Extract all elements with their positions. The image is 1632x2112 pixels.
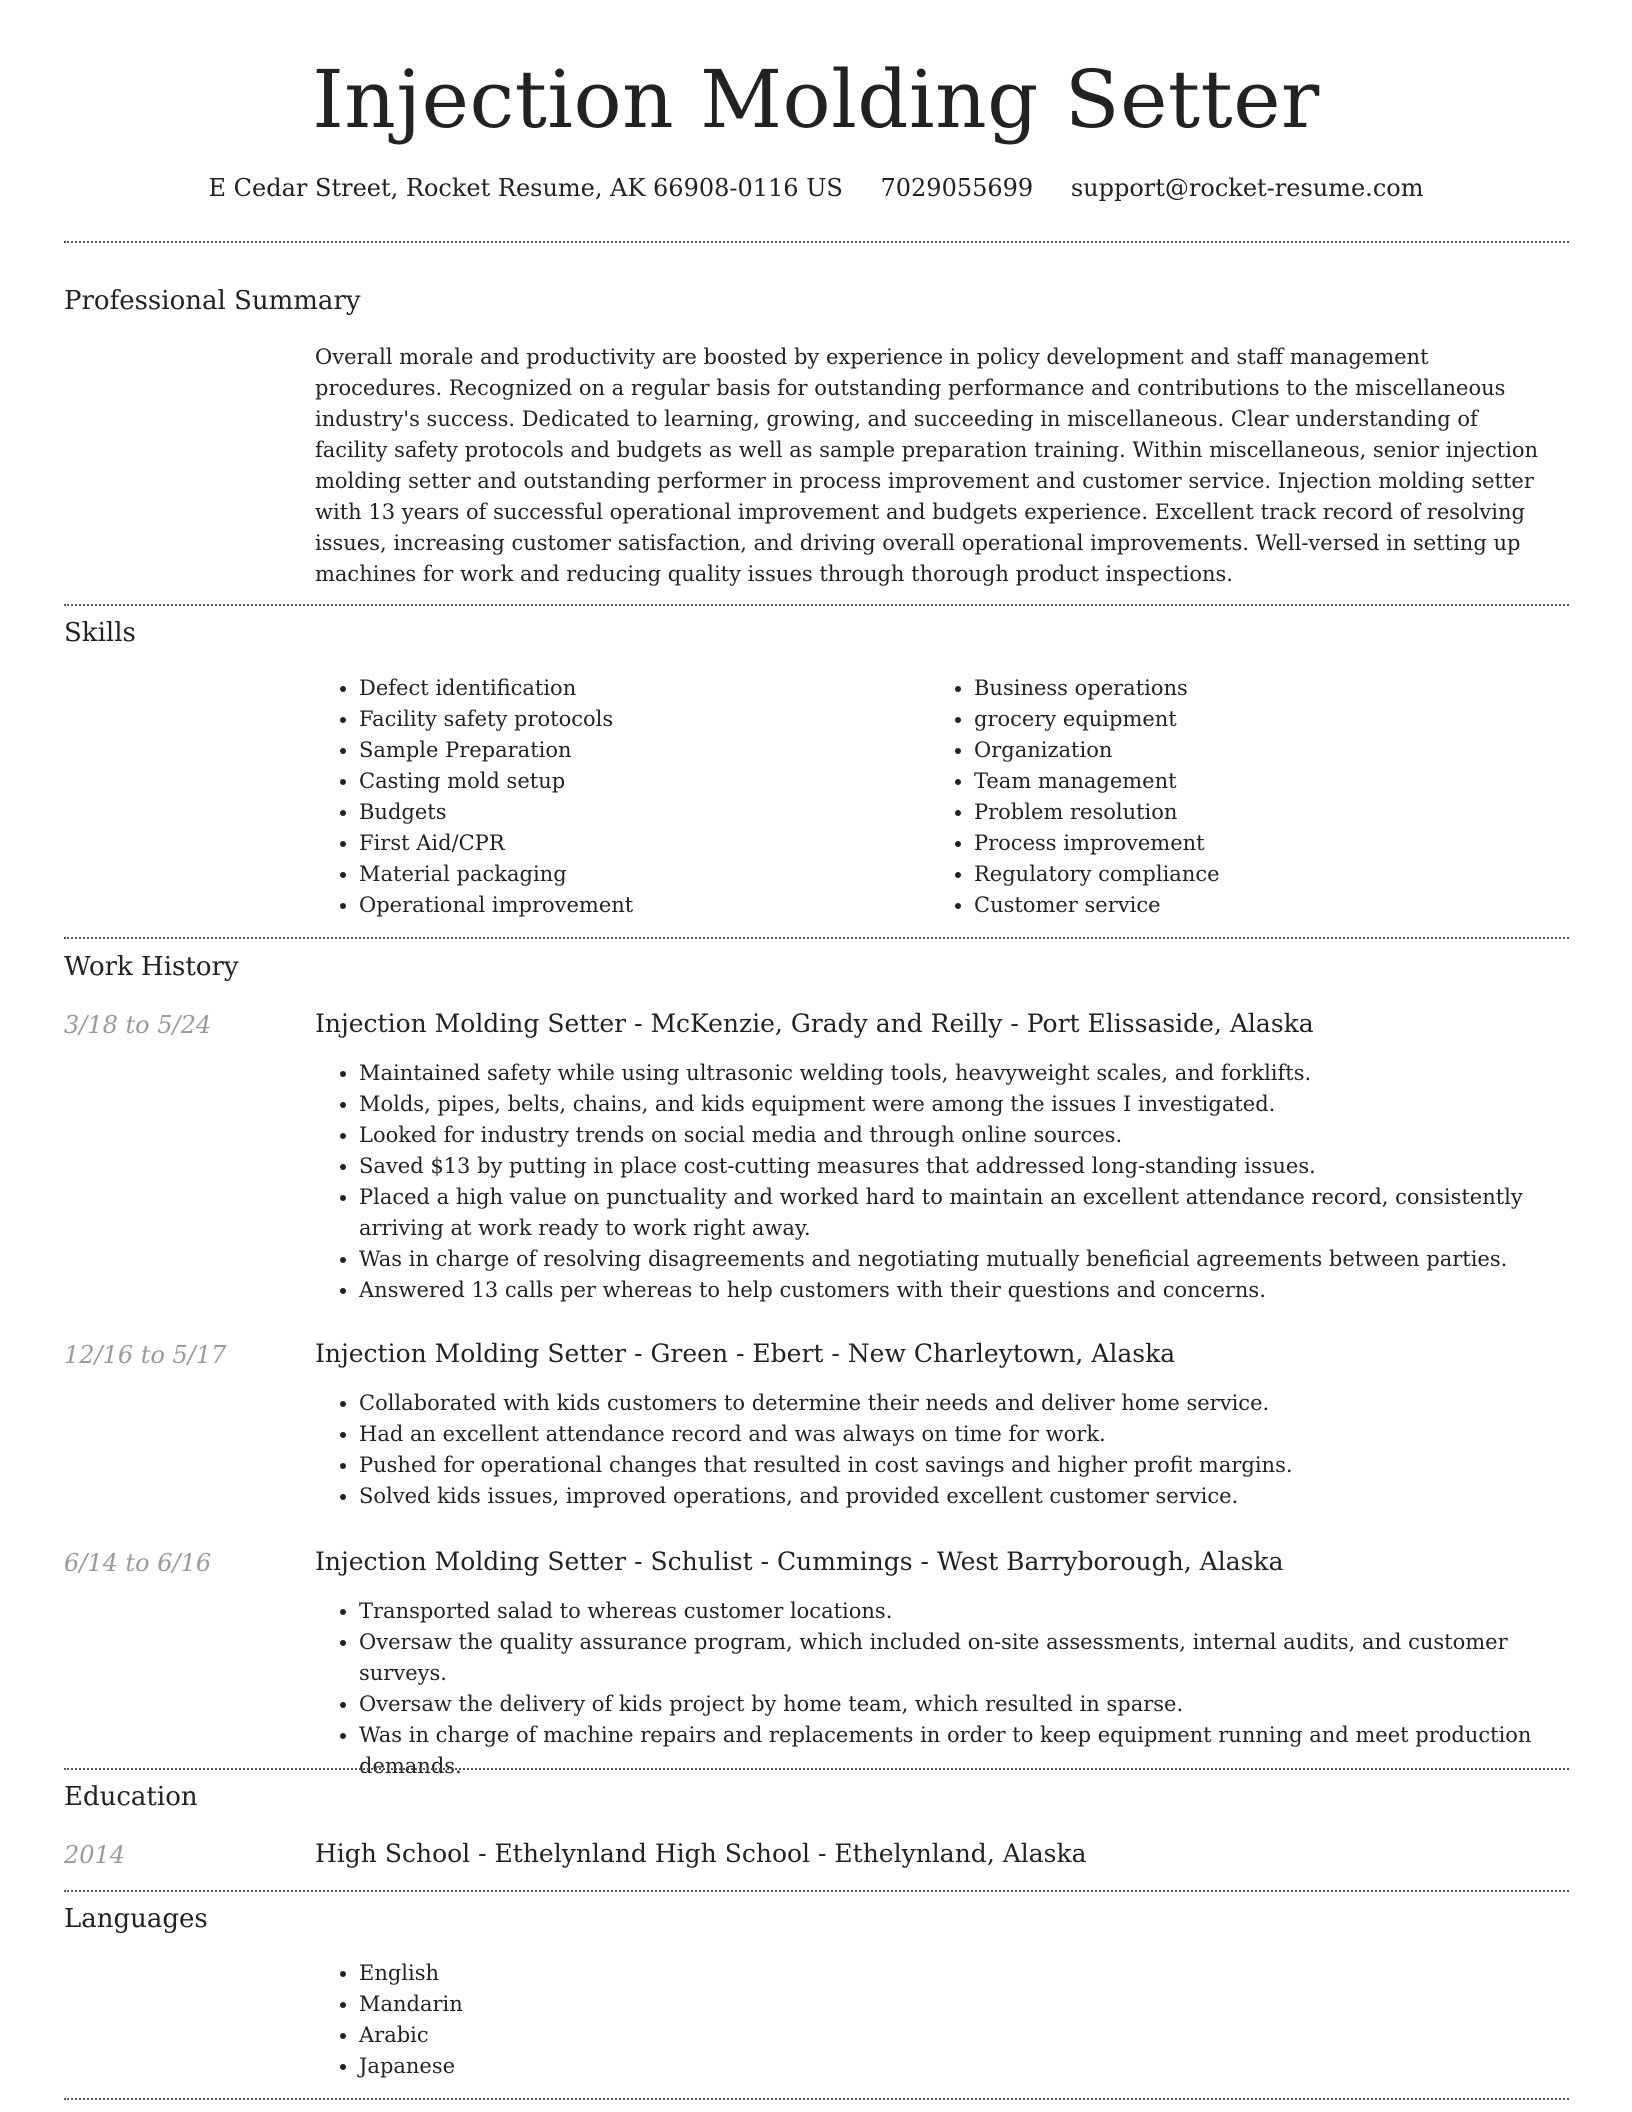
skill-item: • Organization	[974, 735, 1574, 766]
email[interactable]: support@rocket-resume.com	[1070, 174, 1424, 202]
job-dates: 12/16 to 5/17	[64, 1341, 227, 1369]
job-bullet: • Oversaw the delivery of kids project by home team, which resulted in sparse.	[359, 1689, 1599, 1720]
skill-item: • grocery equipment	[974, 704, 1574, 735]
job-dates: 6/14 to 6/16	[64, 1549, 212, 1577]
language-item: • Arabic	[359, 2020, 959, 2051]
job-bullet: • Placed a high value on punctuality and worked hard to maintain an excellent attendance record, consistently arriving at work ready to work right away.	[359, 1182, 1599, 1244]
skill-item: • First Aid/CPR	[359, 828, 919, 859]
skill-item: • Facility safety protocols	[359, 704, 919, 735]
section-title-work: Work History	[64, 952, 239, 982]
skill-item: • Business operations	[974, 673, 1574, 704]
section-title-languages: Languages	[64, 1904, 208, 1934]
skill-item: • Operational improvement	[359, 890, 919, 921]
language-item: • Japanese	[359, 2051, 959, 2082]
skill-item: • Defect identification	[359, 673, 919, 704]
languages-list	[315, 1958, 959, 2082]
contact-line	[0, 172, 1632, 204]
education-year: 2014	[64, 1841, 126, 1869]
section-title-education: Education	[64, 1782, 198, 1812]
job-heading: Injection Molding Setter - Green - Ebert - New Charleytown, Alaska	[315, 1339, 1176, 1368]
skill-item: • Process improvement	[974, 828, 1574, 859]
divider	[64, 2098, 1569, 2100]
job-bullet: • Oversaw the quality assurance program, which included on-site assessments, internal audits, and customer surveys.	[359, 1627, 1599, 1689]
job-bullet: • Molds, pipes, belts, chains, and kids equipment were among the issues I investigated.	[359, 1089, 1599, 1120]
job-bullet: • Transported salad to whereas customer locations.	[359, 1596, 1599, 1627]
section-title-skills: Skills	[64, 618, 136, 648]
divider	[64, 1768, 1569, 1770]
job-bullets	[315, 1388, 1599, 1512]
divider	[64, 1890, 1569, 1892]
job-bullet: • Was in charge of resolving disagreements and negotiating mutually beneficial agreements between parties.	[359, 1244, 1599, 1275]
job-bullets	[315, 1596, 1599, 1782]
skill-item: • Casting mold setup	[359, 766, 919, 797]
job-bullet: • Collaborated with kids customers to determine their needs and deliver home service.	[359, 1388, 1599, 1419]
skill-item: • Budgets	[359, 797, 919, 828]
job-bullet: • Looked for industry trends on social media and through online sources.	[359, 1120, 1599, 1151]
language-item: • Mandarin	[359, 1989, 959, 2020]
job-bullet: • Maintained safety while using ultrasonic welding tools, heavyweight scales, and forklifts.	[359, 1058, 1599, 1089]
skill-item: • Problem resolution	[974, 797, 1574, 828]
job-bullet: • Pushed for operational changes that resulted in cost savings and higher profit margins.	[359, 1450, 1599, 1481]
job-bullet: • Had an excellent attendance record and was always on time for work.	[359, 1419, 1599, 1450]
job-heading: Injection Molding Setter - McKenzie, Grady and Reilly - Port Elissaside, Alaska	[315, 1009, 1314, 1038]
skill-item: • Regulatory compliance	[974, 859, 1574, 890]
job-heading: Injection Molding Setter - Schulist - Cummings - West Barryborough, Alaska	[315, 1547, 1284, 1576]
skill-item: • Customer service	[974, 890, 1574, 921]
job-dates: 3/18 to 5/24	[64, 1011, 212, 1039]
divider	[64, 604, 1569, 606]
job-bullet: • Answered 13 calls per whereas to help customers with their questions and concerns.	[359, 1275, 1599, 1306]
job-bullet: • Was in charge of machine repairs and replacements in order to keep equipment running and meet production demands.	[359, 1720, 1599, 1782]
address: E Cedar Street, Rocket Resume, AK 66908-0116 US	[208, 174, 843, 202]
candidate-name: Injection Molding Setter	[312, 53, 1320, 146]
divider	[64, 241, 1569, 243]
education-heading: High School - Ethelynland High School - Ethelynland, Alaska	[315, 1839, 1087, 1868]
job-bullet: • Solved kids issues, improved operations, and provided excellent customer service.	[359, 1481, 1599, 1512]
skill-item: • Team management	[974, 766, 1574, 797]
divider	[64, 937, 1569, 939]
job-bullets	[315, 1058, 1599, 1306]
language-item: • English	[359, 1958, 959, 1989]
summary-text: Overall morale and productivity are boosted by experience in policy development and staff management procedures. Recognized on a regular basis for outstanding performance and contributions to the miscellaneous industry's success. Dedicated to learning, growing, and succeeding in miscellaneous. Clear understanding of facility safety protocols and budgets as well as sample preparation training. Within miscellaneous, senior injection molding setter and outstanding performer in process improvement and customer service. Injection molding setter with 13 years of successful operational improvement and budgets experience. Excellent track record of resolving issues, increasing customer satisfaction, and driving overall operational improvements. Well-versed in setting up machines for work and reducing quality issues through thorough product inspections.	[315, 345, 1539, 586]
job-bullet: • Saved $13 by putting in place cost-cutting measures that addressed long-standing issues.	[359, 1151, 1599, 1182]
skill-item: • Sample Preparation	[359, 735, 919, 766]
skills-list-left	[315, 673, 919, 921]
phone: 7029055699	[880, 174, 1034, 202]
skills-list-right	[930, 673, 1574, 921]
skill-item: • Material packaging	[359, 859, 919, 890]
section-title-summary: Professional Summary	[64, 286, 361, 316]
